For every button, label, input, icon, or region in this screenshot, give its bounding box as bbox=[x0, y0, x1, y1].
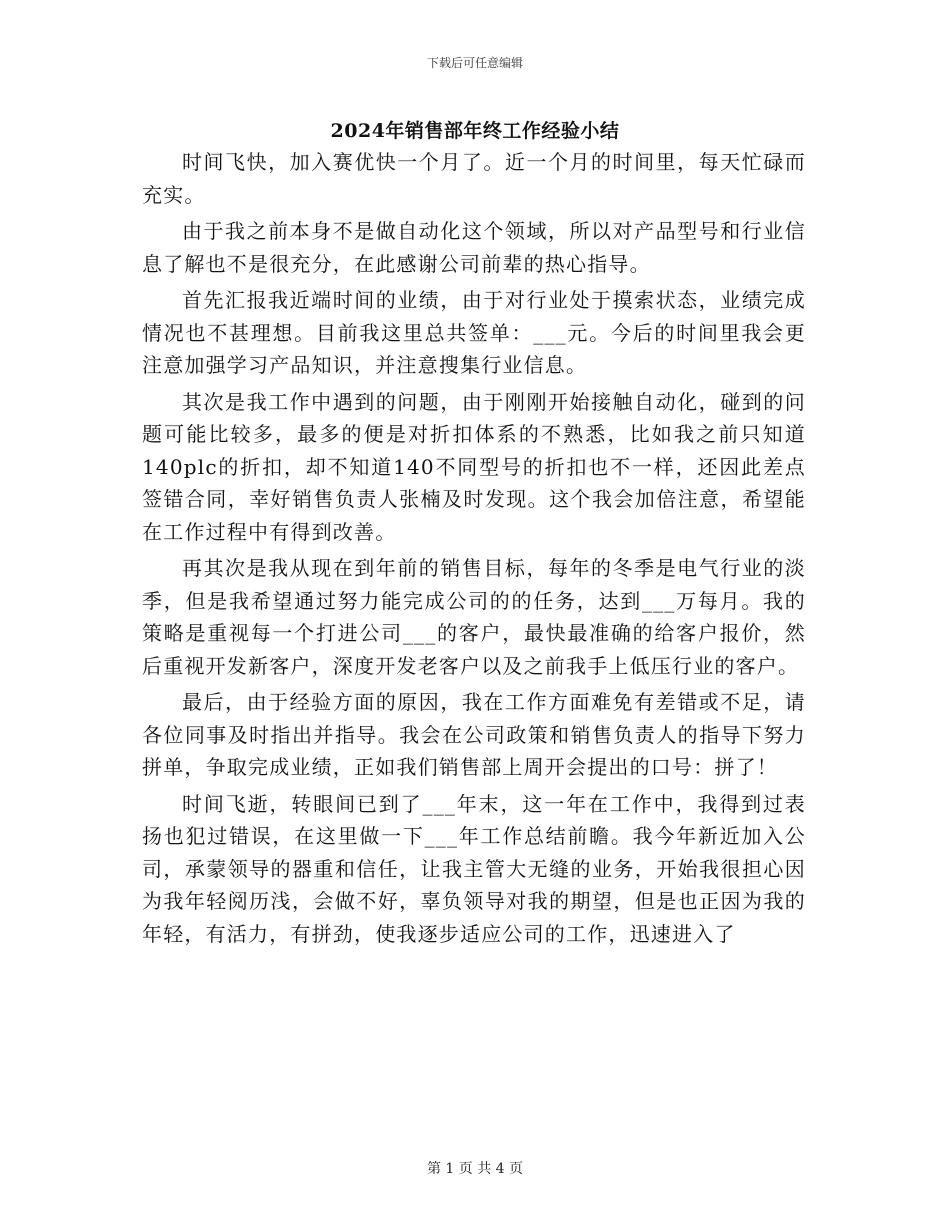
paragraph: 首先汇报我近端时间的业绩，由于对行业处于摸索状态，业绩完成情况也不甚理想。目前我这里总共签单：___元。今后的时间里我会更注意加强学习产品知识，并注意搜集行业信息。 bbox=[142, 288, 806, 377]
paragraph: 再其次是我从现在到年前的销售目标，每年的冬季是电气行业的淡季，但是我希望通过努力能完成公司的的任务，达到___万每月。我的策略是重视每一个打进公司___的客户，最快最准确的给客户报价，然后重视开发新客户，深度开发老客户以及之前我手上低压行业的客户。 bbox=[142, 556, 806, 678]
paragraph: 时间飞逝，转眼间已到了___年末，这一年在工作中，我得到过表扬也犯过错误，在这里做一下___年工作总结前瞻。我今年新近加入公司，承蒙领导的器重和信任，让我主管大无缝的业务，开始我很担心因为我年轻阅历浅，会做不好，辜负领导对我的期望，但是也正因为我的年轻，有活力，有拼劲，使我逐步适应公司的工作，迅速进入了 bbox=[142, 791, 806, 946]
paragraph: 其次是我工作中遇到的问题，由于刚刚开始接触自动化，碰到的问题可能比较多，最多的便是对折扣体系的不熟悉，比如我之前只知道140plc的折扣，却不知道140不同型号的折扣也不一样，还因此差点签错合同，幸好销售负责人张楠及时发现。这个我会加倍注意，希望能在工作过程中有得到改善。 bbox=[142, 389, 806, 544]
page-number: 第 1 页 共 4 页 bbox=[426, 1161, 524, 1177]
page-header-note: 下载后可任意编辑 bbox=[426, 56, 523, 70]
paragraph: 由于我之前本身不是做自动化这个领域，所以对产品型号和行业信息了解也不是很充分，在此感谢公司前辈的热心指导。 bbox=[142, 219, 806, 276]
paragraph: 最后，由于经验方面的原因，我在工作方面难免有差错或不足，请各位同事及时指出并指导。我会在公司政策和销售负责人的指导下努力拼单，争取完成业绩，正如我们销售部上周开会提出的口号：拼了！ bbox=[142, 690, 806, 779]
document-title: 2024年销售部年终工作经验小结 bbox=[330, 120, 620, 142]
document-body bbox=[142, 146, 806, 950]
paragraph: 时间飞快，加入赛优快一个月了。近一个月的时间里，每天忙碌而充实。 bbox=[142, 150, 806, 207]
